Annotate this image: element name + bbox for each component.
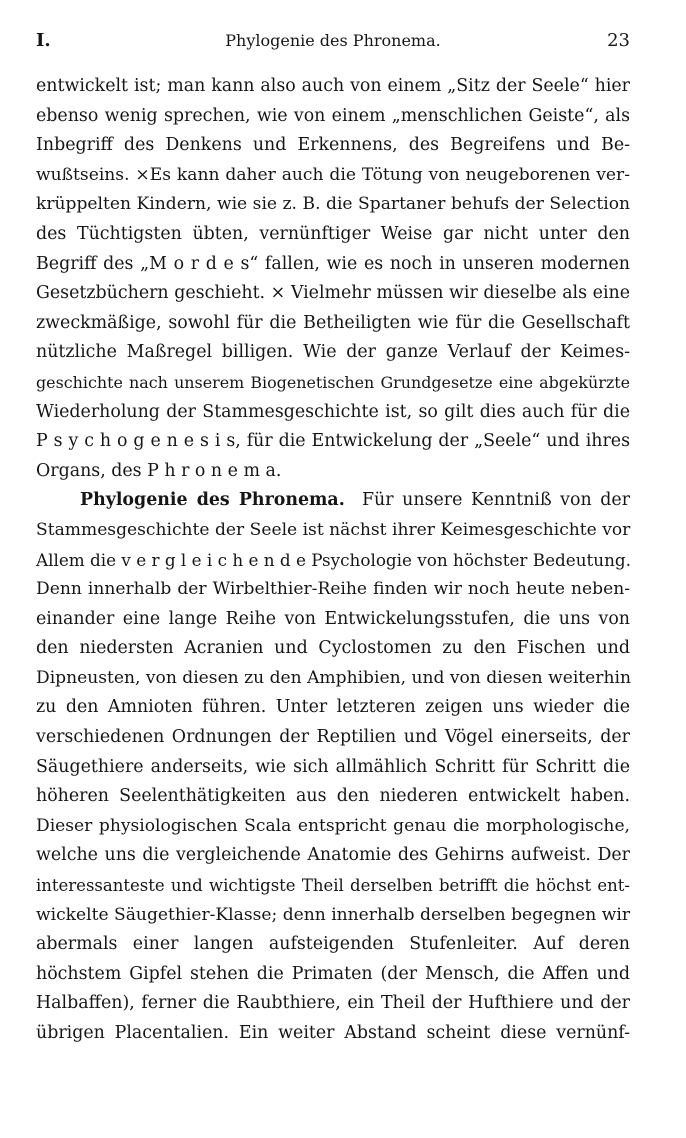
- text-line: übrigen Placentalien. Ein weiter Abstand scheint diese vernünf-: [36, 1023, 630, 1043]
- text-line: wickelte Säugethier-Klasse; denn innerhalb derselben begegnen wir: [36, 904, 630, 925]
- text-line: Dieser physiologischen Scala entspricht genau die morphologische,: [36, 815, 630, 836]
- text-line: ebenso wenig sprechen, wie von einem „menschlichen Geiste“, als: [36, 105, 630, 126]
- text-line: P s y c h o g e n e s i s, für die Entwickelung der „Seele“ und ihres: [36, 431, 630, 452]
- text-line: Säugethiere anderseits, wie sich allmählich Schritt für Schritt die: [36, 756, 630, 777]
- text-line: Wiederholung der Stammesgeschichte ist, so gilt dies auch für die: [36, 401, 630, 422]
- text-line: höheren Seelenthätigkeiten aus den niederen entwickelt haben.: [36, 786, 630, 807]
- text-line: nützliche Maßregel billigen. Wie der ganze Verlauf der Keimes-: [36, 342, 630, 363]
- text-line: geschichte nach unserem Biogenetischen Grundgesetze eine abgekürzte: [36, 372, 630, 392]
- text-line: Gesetzbüchern geschieht. × Vielmehr müssen wir dieselbe als eine: [36, 283, 630, 304]
- text-line: krüppelten Kindern, wie sie z. B. die Spartaner behufs der Selection: [36, 194, 630, 215]
- text-line: des Tüchtigsten übten, vernünftiger Weise gar nicht unter den: [36, 223, 630, 244]
- text-line: Allem die v e r g l e i c h e n d e Psychologie von höchster Bedeutung.: [36, 549, 631, 570]
- text-line: Begriff des „M o r d e s“ fallen, wie es noch in unseren modernen: [36, 253, 630, 274]
- section-heading-line: [36, 486, 630, 516]
- text-line: höchstem Gipfel stehen die Primaten (der Mensch, die Affen und: [36, 963, 630, 984]
- text-line: Inbegriff des Denkens und Erkennens, des Begreifens und Be-: [36, 135, 630, 156]
- section-number: I.: [36, 30, 51, 51]
- body-text: [36, 72, 630, 1049]
- text-line: entwickelt ist; man kann also auch von einem „Sitz der Seele“ hier: [36, 76, 630, 96]
- text-line: den niedersten Acranien und Cyclostomen zu den Fischen und: [36, 638, 630, 659]
- text-line: welche uns die vergleichende Anatomie des Gehirns aufweist. Der: [36, 845, 630, 866]
- text-line: Halbaffen), ferner die Raubthiere, ein Theil der Hufthiere und der: [36, 993, 630, 1014]
- text-line: abermals einer langen aufsteigenden Stufenleiter. Auf deren: [36, 934, 630, 955]
- running-title: Phylogenie des Phronema.: [225, 31, 441, 50]
- section-heading: Phylogenie des Phronema.: [80, 490, 345, 511]
- text-line: Stammesgeschichte der Seele ist nächst ihrer Keimesgeschichte vor: [36, 519, 631, 540]
- text-line: verschiedenen Ordnungen der Reptilien und Vögel einerseits, der: [36, 727, 630, 748]
- text-line: Dipneusten, von diesen zu den Amphibien, und von diesen weiterhin: [36, 667, 631, 688]
- text-line: interessanteste und wichtigste Theil derselben betrifft die höchst ent-: [36, 876, 630, 896]
- text-fragment: Für unsere Kenntniß von der: [361, 490, 631, 511]
- text-line: zu den Amnioten führen. Unter letzteren zeigen uns wieder die: [36, 697, 630, 718]
- text-line: wußtseins. ×Es kann daher auch die Tötung von neugeborenen ver-: [36, 164, 630, 185]
- running-header: [36, 30, 630, 56]
- text-line: Denn innerhalb der Wirbelthier-Reihe finden wir noch heute neben-: [36, 579, 630, 600]
- text-line: Organs, des P h r o n e m a.: [36, 460, 282, 481]
- page-number: 23: [607, 30, 630, 51]
- text-line: zweckmäßige, sowohl für die Betheiligten wie für die Gesellschaft: [36, 312, 630, 333]
- text-line: einander eine lange Reihe von Entwickelungsstufen, die uns von: [36, 608, 630, 629]
